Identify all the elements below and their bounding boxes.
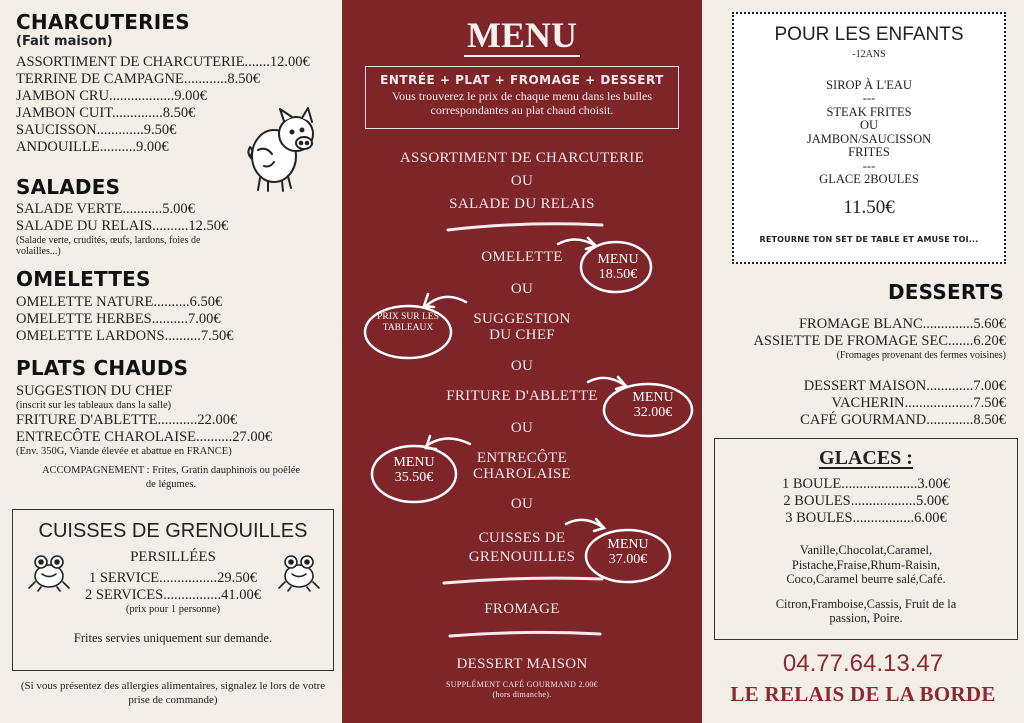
salades-note: (Salade verte, crudités, œufs, lardons, foies de volailles...) [16,235,201,257]
supplement-note: SUPPLÉMENT CAFÉ GOURMAND 2.00€ [446,680,598,689]
menu-item: SUGGESTION DU CHEF [16,383,173,399]
kids-box [732,12,1006,264]
decorative-stroke [448,628,602,640]
kids-line: STEAK FRITES [826,104,912,119]
menu-plat: SUGGESTION DU CHEF [473,311,571,343]
frog-icon [27,550,71,592]
menu-item: 2 SERVICES................41.00€ [84,587,262,603]
omelettes-title: OMELETTES [16,267,151,291]
salades-section [16,175,241,257]
menu-item: SALADE DU RELAIS..........12.50€ [16,218,229,234]
menu-fromage: FROMAGE [484,601,560,617]
menu-item: ASSIETTE DE FROMAGE SEC.......6.20€ [753,333,1006,349]
bubble-omelette-text [580,252,656,282]
menu-item: 3 BOULES.................6.00€ [785,510,947,526]
menu-title-underline [464,55,580,57]
kids-line: --- [862,158,876,173]
desserts-title: DESSERTS [888,280,1004,304]
menu-item: OMELETTE HERBES..........7.00€ [16,311,221,327]
menu-or: OU [510,358,534,374]
plats-title: PLATS CHAUDS [16,356,189,380]
phone-number: 04.77.64.13.47 [782,650,944,677]
glaces-title: GLACES : [819,447,913,469]
kids-line: SIROP À L'EAU [826,77,912,92]
bubble-price: 18.50€ [598,267,638,282]
bubble-friture-text [620,390,686,420]
menu-item: OMELETTE NATURE..........6.50€ [16,294,223,310]
restaurant-name: LE RELAIS DE LA BORDE [730,682,996,706]
glaces-box [714,438,1018,640]
salades-title: SALADES [16,175,121,199]
menu-plat: CUISSES DE GRENOUILLES [468,530,576,565]
bubble-label: MENU [632,390,674,405]
menu-item: VACHERIN...................7.50€ [831,395,1006,411]
glaces-parfums: Vanille,Chocolat,Caramel, Pistache,Fraise,Rhum-Raisin, Coco,Caramel beurre salé,Café. [786,543,946,586]
charcuteries-subtitle: (Fait maison) [16,34,113,49]
kids-line: --- [862,91,876,105]
kids-line: OU [859,118,879,132]
menu-item-note: (Fromages provenant des fermes voisines) [836,350,1006,361]
menu-column [342,0,702,723]
menu-item: OMELETTE LARDONS..........7.50€ [16,328,234,344]
menu-item: JAMBON CUIT..............8.50€ [16,105,196,121]
plats-section [16,356,326,492]
menu-item: ENTRECÔTE CHAROLAISE..........27.00€ [16,429,273,445]
bubble-price: 35.50€ [394,470,434,485]
kids-price: 11.50€ [843,196,895,218]
menu-or: OU [510,496,534,512]
menu-entry: SALADE DU RELAIS [449,196,595,212]
desserts-list [753,316,1006,429]
bubble-price: 37.00€ [608,552,648,567]
bubble-entrecote-text [378,455,450,485]
menu-item-note: (Env. 350G, Viande élevée et abattue en FRANCE) [16,446,232,457]
menu-item: CAFÉ GOURMAND.............8.50€ [800,412,1006,428]
bubble-prix-text: PRIX SUR LES TABLEAUX [377,312,439,333]
menu-item: ANDOUILLE..........9.00€ [16,139,169,155]
charcuteries-title: CHARCUTERIES [16,10,190,34]
menu-item: DESSERT MAISON.............7.00€ [803,378,1006,394]
frites-note: Frites servies uniquement sur demande. [73,631,273,645]
pig-icon [244,104,324,194]
bubble-price: 32.00€ [633,405,673,420]
bubble-label: MENU [607,537,649,552]
menu-item: 1 BOULE.....................3.00€ [782,476,950,492]
kids-age: -12ANS [852,49,886,60]
kids-line: GLACE 2BOULES [819,172,919,186]
menu-item: 2 BOULES..................5.00€ [783,493,949,509]
menu-item: SALADE VERTE...........5.00€ [16,201,195,217]
menu-plat: OMELETTE [481,249,563,265]
menu-title: MENU [467,15,577,55]
menu-dessert: DESSERT MAISON [456,656,588,672]
kids-footer: RETOURNE TON SET DE TABLE ET AMUSE TOI... [759,234,979,244]
bubble-cuisses-text [594,537,662,567]
bubble-label: MENU [393,455,435,470]
menu-plat: ENTRECÔTE CHAROLAISE [472,450,571,482]
kids-line: JAMBON/SAUCISSON [806,131,932,146]
supplement-hors: (hors dimanche). [492,690,552,699]
grenouilles-title: CUISSES DE GRENOUILLES [38,520,308,542]
formula-text: ENTRÉE + PLAT + FROMAGE + DESSERT [380,73,664,87]
menu-item: TERRINE DE CAMPAGNE............8.50€ [16,71,260,87]
accompagnement: ACCOMPAGNEMENT : Frites, Gratin dauphinois ou poêlée de légumes. [41,465,301,490]
menu-item: FRITURE D'ABLETTE...........22.00€ [16,412,238,428]
bubble-label: MENU [597,252,639,267]
menu-item-note: (inscrit sur les tableaux dans la salle) [16,400,172,411]
kids-title: POUR LES ENFANTS [774,24,964,45]
grenouilles-subtitle: PERSILLÉES [130,549,216,565]
allergies-note: (Si vous présentez des allergies alimentaires, signalez le lors de votre prise de commande) [20,680,326,706]
menu-item: 1 SERVICE................29.50€ [88,570,257,586]
formula-note: Vous trouverez le prix de chaque menu dans les bulles correspondantes au plat chaud choisit. [391,89,653,117]
menu-or: OU [510,173,534,189]
menu-or: OU [510,420,534,436]
glaces-parfums: Citron,Framboise,Cassis, Fruit de la passion, Poire. [775,596,957,625]
omelettes-section [16,267,234,345]
menu-or: OU [510,281,534,297]
menu-item: ASSORTIMENT DE CHARCUTERIE.......12.00€ [16,54,310,70]
menu-item: SAUCISSON.............9.50€ [16,122,177,138]
menu-plat: FRITURE D'ABLETTE [446,388,598,404]
menu-entry: ASSORTIMENT DE CHARCUTERIE [399,150,645,166]
kids-line: FRITES [848,145,890,159]
menu-item: JAMBON CRU..................9.00€ [16,88,207,104]
menu-item: FROMAGE BLANC..............5.60€ [798,316,1006,332]
formula-box [365,66,679,129]
right-column [702,0,1024,723]
grenouilles-note: (prix pour 1 personne) [125,604,221,615]
frog-icon [277,550,321,592]
grenouilles-box [12,509,334,671]
